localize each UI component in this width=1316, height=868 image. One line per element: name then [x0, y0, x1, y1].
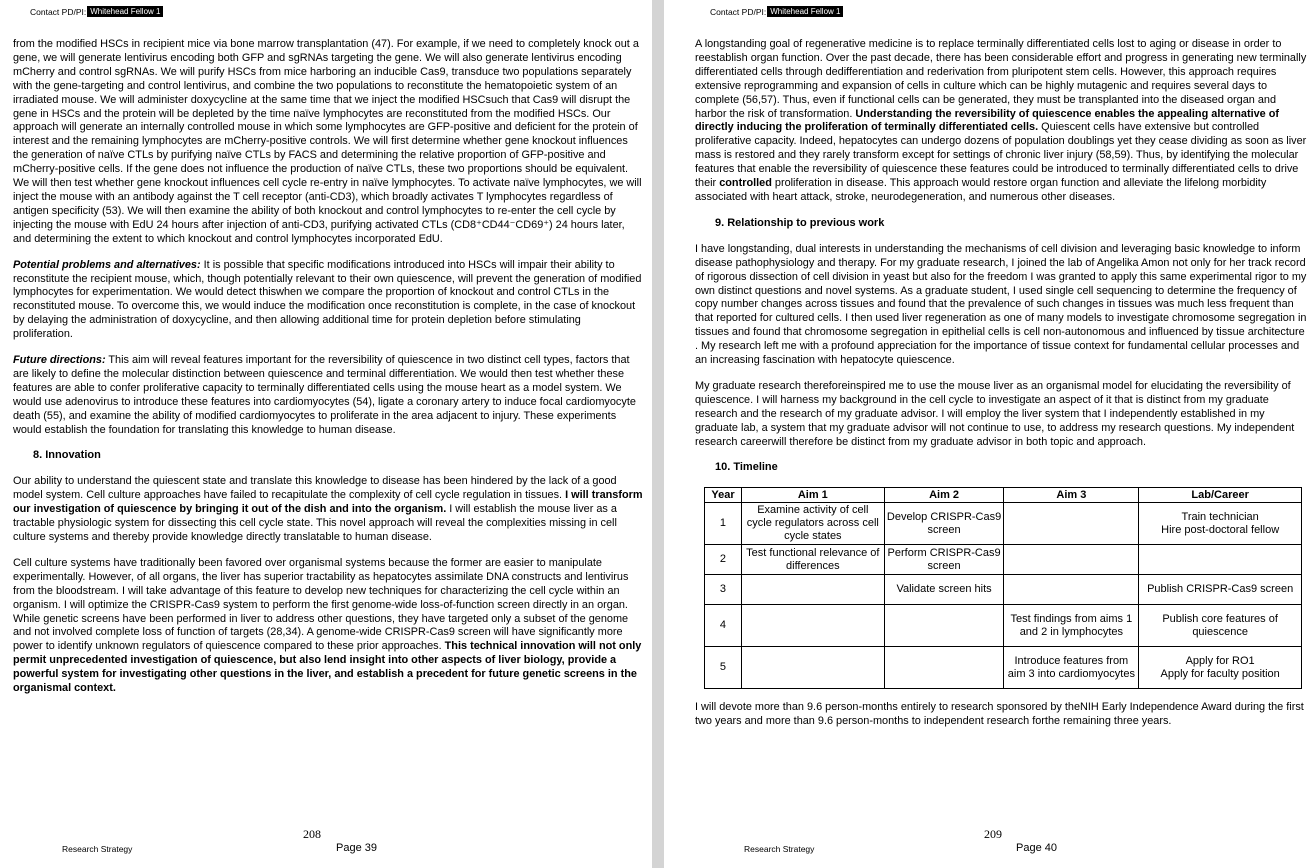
table-cell: Test findings from aims 1 and 2 in lymphocytes	[1004, 605, 1139, 647]
table-cell: Validate screen hits	[884, 575, 1004, 605]
text-problems: It is possible that specific modifications introduced into HSCs will impair their ability to reconstitute the recipient mouse, which, though potentially relevant to their own quiescence, will prevent the generation of modified lymphocytes for experimentation. We would detect thiswhen we compare the proportion of knockout and control CTLs in the reconstituted mouse. To overcome this, we would induce the modification once reconstitution is complete, in the case of knockout by delaying the administration of doxycycline, and then allowing additional time for protein depletion before stimulating proliferation.	[13, 258, 642, 341]
text-culture-a: Cell culture systems have traditionally been favored over organismal systems because the former are easier to manipulate experimentally. However, of all organs, the liver has superior tractability as hepatocytes assimilate DNA constructs and lentivirus from the bloodstream. I will take advantage of this feature to develop new techniques for characterizing the cell cycle within an organism. I will optimize the CRISPR-Cas9 system to perform the first genome-wide loss-of-function screen directly in an organ. While genetic screens have been performed in liver to address other questions, they have targeted only a subset of the genome and not involved complete loss of function of targets (28,34). A genome-wide CRISPR-Cas9 screen will have significantly more power to identify unknown regulators of quiescence compared to these prior approaches.	[13, 556, 629, 653]
text-regen-e: proliferation in disease. This approach would restore organ function and alleviate the lifelong morbidity associated with heart attack, stroke, neurodegeneration, and numerous other diseases.	[695, 177, 1267, 203]
table-cell: Apply for RO1 Apply for faculty position	[1139, 647, 1302, 689]
page-header	[710, 6, 843, 17]
table-cell: Train technician Hire post-doctoral fellow	[1139, 503, 1302, 545]
table-cell: Examine activity of cell cycle regulators across cell cycle states	[741, 503, 884, 545]
page-40	[664, 0, 1316, 868]
col-aim1: Aim 1	[741, 488, 884, 503]
table-cell	[1139, 545, 1302, 575]
paragraph-problems	[13, 259, 643, 342]
table-cell: 3	[705, 575, 742, 605]
paragraph-hsc-approach: from the modified HSCs in recipient mice via bone marrow transplantation (47). For example, if we need to completely knock out a gene, we will generate lentivirus encoding both GFP and sgRNAs targeting the gene. We will also generate lentivirus encoding mCherry and control sgRNAs. We will purify HSCs from mice harboring an inducible Cas9, transduce two populations separately with the gene-targeting and control lentivirus, and combine the two populations to reconstitute the hematopoietic system of an irradiated mouse. We will administer doxycycline at the same time that we inject the modified HSCsuch that Cas9 will disrupt the gene in HSCs and the protein will be depleted by the time naïve lymphocytes are reconstituted from the modified HSCs. Our approach will generate an internally controlled mouse in which some lymphocytes are GFP-positive and deficient for the protein of interest and the remaining lymphocytes are mCherry-positive controls. We will first determine whether gene knockout influences the generation of naïve CTLs by purifying naïve CTLs by FACS and determining the relative proportion of GFP-positive and mCherry-positive cells. If the gene does not influence the production of naïve CTLs, these two proportions should be equivalent. We will then test whether gene knockout influences cell cycle re-entry in naïve lymphocytes. To activate naïve lymphocytes, we will inject the mouse with an antibody against the T cell receptor (anti-CD3), which broadly activates T lymphocytes regardless of antigen specificity (53). We will then examine the ability of both knockout and control lymphocytes to re-enter the cell cycle by injecting the mouse with EdU 24 hours after injection of anti-CD3, purifying activated CTLs (CD8⁺CD44⁻CD69⁺) 24 hours later, and determining the extent to which knockout and control lymphocytes incorporated EdU.	[13, 38, 642, 245]
lead-problems: Potential problems and alternatives:	[13, 258, 201, 271]
footer-page: Page 39	[336, 842, 377, 854]
text-regen-c: Quiescent cells have extensive but controlled proliferative capacity. Indeed, hepatocytes can undergo dozens of population doublings yet they cease dividing as soon as liver mass is restored and they rarely transform except for settings of chronic liver injury (58,59). Thus, by identifying the molecular features that enable the reversibility of quiescence these features could be introduced to terminally differentiated cells to drive their	[695, 121, 1307, 190]
col-aim3: Aim 3	[1004, 488, 1139, 503]
paragraph-effort: I will devote more than 9.6 person-months entirely to research sponsored by theNIH Early Independence Award during the first two years and more than 9.6 person-months to independent research forthe remaining three years.	[695, 701, 1304, 728]
lead-future: Future directions:	[13, 354, 106, 367]
table-cell: Introduce features from aim 3 into cardiomyocytes	[1004, 647, 1139, 689]
table-row	[705, 605, 1302, 647]
table-cell	[741, 605, 884, 647]
text-innov-b: I will transform our investigation of quiescence by bringing it out of the dish and into the organism.	[13, 489, 643, 516]
page-header	[30, 6, 163, 17]
table-cell: Perform CRISPR-Cas9 screen	[884, 545, 1004, 575]
text-regen-b: Understanding the reversibility of quiescence enables the appealing alternative of directly inducing the proliferation of terminally differentiated cells.	[695, 107, 1280, 134]
text-regen-a: A longstanding goal of regenerative medicine is to replace terminally differentiated cells lost to aging or disease in order to reestablish organ function. Over the past decade, there has been considerable effort and progress in generating new terminally differentiated cells through dedifferentiation and rederivation from pluripotent stem cells. However, this approach requires extensive reprogramming and expansion of cells in culture which can be highly mutagenic and requires several days to complete (56,57). Thus, even if functional cells can be generated, they must be transplanted into the diseased organ and harbor the risk of transformation.	[695, 38, 1307, 120]
left-body	[13, 38, 643, 708]
table-row	[705, 647, 1302, 689]
timeline-table	[704, 487, 1302, 689]
heading-previous-work: 9. Relationship to previous work	[715, 216, 885, 229]
paragraph-previous-work: I have longstanding, dual interests in understanding the mechanisms of cell division and leveraging basic knowledge to inform disease pathophysiology and therapy. For my graduate research, I joined the lab of Angelika Amon not only for her track record of rigorous dissection of cell division in yeast but also for the freedom I was granted to apply this same experimental rigor to my own distinct questions and novel systems. As a graduate student, I used single cell sequencing to determine the frequency of copy number changes across tissues and found that the prevalence of such changes in tissues was much less frequent than that reported for cultured cells. I then used liver regeneration as one of many models to investigate chromosome segregation in tissues and found that chromosome segregation in epithelial cells is cell non-autonomous and influenced by tissue architecture . My research left me with a profound appreciation for the importance of tissue context for fundamental cellular processes and an increasing fascination with hepatocyte quiescence.	[695, 242, 1307, 367]
footer-number: 209	[984, 827, 1002, 841]
table-row	[705, 503, 1302, 545]
paragraph-future	[13, 354, 643, 437]
timeline-header-row	[705, 488, 1302, 503]
table-cell: 5	[705, 647, 742, 689]
table-cell: Publish core features of quiescence	[1139, 605, 1302, 647]
table-cell	[1004, 545, 1139, 575]
pi-name-badge: Whitehead Fellow 1	[767, 6, 843, 17]
table-row	[705, 575, 1302, 605]
paragraph-innovation	[13, 475, 643, 545]
table-cell: Develop CRISPR-Cas9 screen	[884, 503, 1004, 545]
table-cell	[1004, 575, 1139, 605]
contact-label: Contact PD/PI:	[30, 6, 87, 17]
table-cell: 4	[705, 605, 742, 647]
table-cell	[1004, 503, 1139, 545]
table-cell: 2	[705, 545, 742, 575]
table-cell	[884, 647, 1004, 689]
col-aim2: Aim 2	[884, 488, 1004, 503]
col-year: Year	[705, 488, 742, 503]
table-cell	[741, 647, 884, 689]
table-cell: Publish CRISPR-Cas9 screen	[1139, 575, 1302, 605]
heading-timeline: 10. Timeline	[715, 461, 778, 474]
text-future: This aim will reveal features important for the reversibility of quiescence in two distinct cell types, factors that are likely to define the molecular distinction between quiescence and terminal differentiation. We would then test whether these features are able to confer proliferative capacity to terminally differentiated cells using the mouse heart as a model system. We would use adenovirus to introduce these features into cardiomyocytes (54), ligate a coronary artery to induce focal cardiomyocyte death (55), and examine the ability of modified cardiomyocytes to proliferate in the area adjacent to injury. These experiments would establish the foundation for translating this knowledge to human disease.	[13, 354, 636, 436]
table-cell	[741, 575, 884, 605]
text-regen-d: controlled	[719, 177, 772, 190]
table-row	[705, 545, 1302, 575]
page-39	[0, 0, 652, 868]
text-culture-b: This technical innovation will not only permit unprecedented investigation of quiescence, but also lend insight into other aspects of liver biology, provide a powerful system for investigating other questions in the liver, and establish a precedent for future genetic screens in the organismal context.	[13, 640, 642, 695]
footer-section: Research Strategy	[62, 844, 133, 854]
paragraph-graduate-research: My graduate research thereforeinspired me to use the mouse liver as an organismal model for elucidating the reversibility of quiescence. I will harness my background in the cell cycle to investigate an aspect of it that is distinct from my graduate research and the research of my graduate advisor. I will employ the liver system that I independently established in my graduate lab, a system that my graduate advisor will not continue to use, to address my research questions. My independent research careerwill therefore be distinct from my graduate advisor in both topic and approach.	[695, 379, 1295, 448]
text-innov-a: Our ability to understand the quiescent state and translate this knowledge to disease has been hindered by the lack of a good model system. Cell culture approaches have failed to recapitulate the complexity of cell cycle regulation in tissues.	[13, 475, 617, 502]
col-lab-career: Lab/Career	[1139, 488, 1302, 503]
pi-name-badge: Whitehead Fellow 1	[87, 6, 163, 17]
footer-page: Page 40	[1016, 842, 1057, 854]
footer-number: 208	[303, 827, 321, 841]
table-cell	[884, 605, 1004, 647]
right-body	[695, 38, 1307, 741]
contact-label: Contact PD/PI:	[710, 6, 767, 17]
paragraph-regen-medicine	[695, 38, 1307, 205]
footer-section: Research Strategy	[744, 844, 815, 854]
heading-innovation: 8. Innovation	[33, 449, 101, 462]
paragraph-cell-culture	[13, 557, 643, 696]
table-cell: Test functional relevance of differences	[741, 545, 884, 575]
table-cell: 1	[705, 503, 742, 545]
text-innov-c: I will establish the mouse liver as a tractable physiologic system for dissecting this cell cycle state. This novel approach will reveal the complexities missing in cell culture systems and thereby provide knowledge directly translatable to human disease.	[13, 503, 617, 543]
